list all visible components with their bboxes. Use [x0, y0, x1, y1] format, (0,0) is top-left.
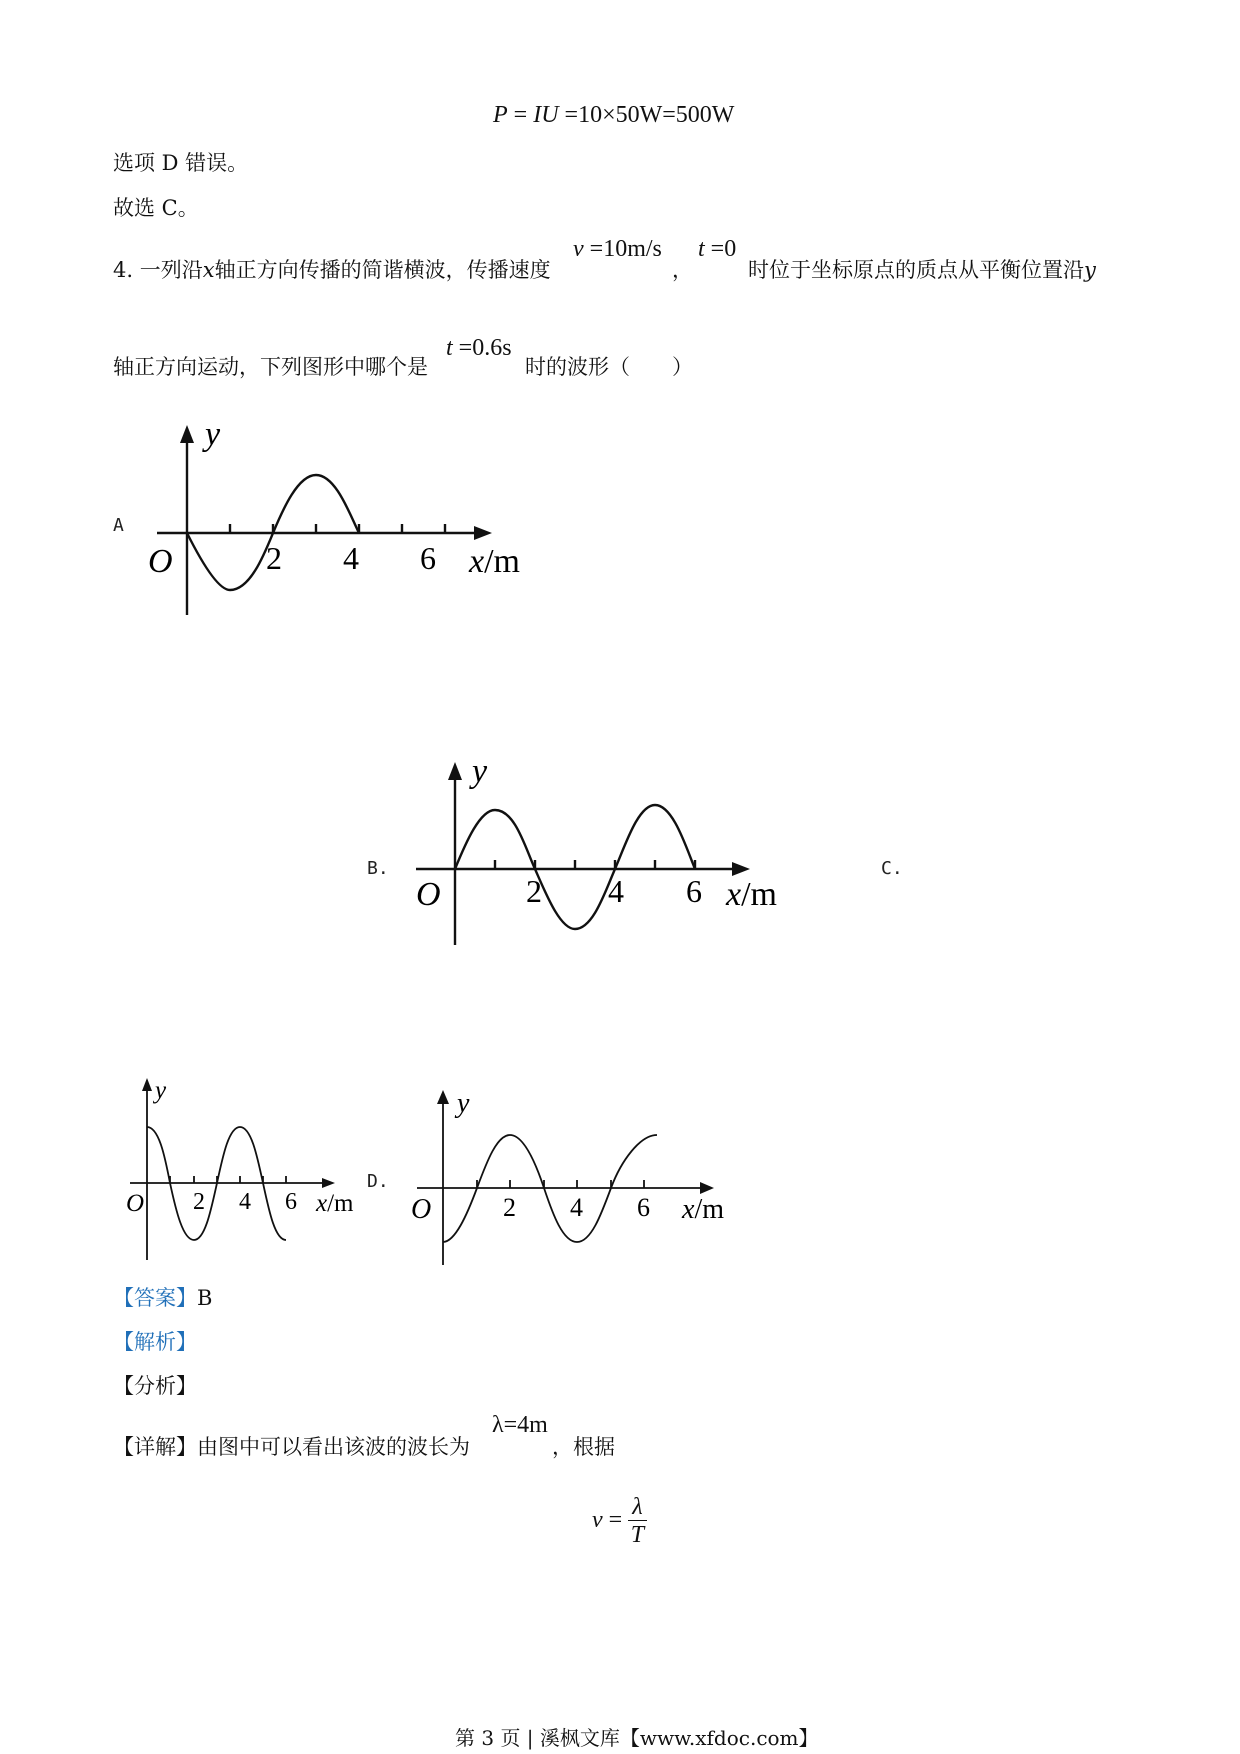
option-c-label: C.: [881, 858, 903, 879]
time-zero-formula: [698, 236, 736, 263]
graph-a: [140, 415, 540, 620]
graph-d: [405, 1085, 745, 1270]
graph-c: [115, 1075, 365, 1265]
tick-label-6: 6: [637, 1193, 650, 1222]
answer-tag: 【答案】: [113, 1286, 197, 1310]
x-var: x: [469, 543, 485, 580]
y-arrow: [180, 425, 194, 443]
x-arrow: [732, 862, 750, 876]
tick-label-2: 2: [266, 540, 282, 576]
question-number: 4.: [113, 258, 134, 282]
ticks: [170, 1176, 286, 1183]
y-arrow: [448, 762, 462, 780]
symbol-t: t: [698, 236, 705, 262]
origin-label: O: [416, 876, 441, 913]
time-zero-value: =0: [704, 236, 737, 262]
fraction-numerator: λ: [628, 1494, 646, 1521]
y-label: y: [155, 1077, 167, 1104]
origin-label: O: [126, 1190, 145, 1217]
y-label: y: [457, 1088, 470, 1119]
origin-label: O: [411, 1194, 432, 1225]
question-text-1: 一列沿: [139, 258, 203, 282]
symbol-x: x: [202, 258, 215, 282]
question-comma: ，: [672, 258, 693, 282]
symbol-iu: IU: [533, 102, 559, 128]
x-unit: /m: [327, 1190, 354, 1217]
graph-b: [400, 752, 800, 952]
detail-text: 由图中可以看出该波的波长为: [197, 1435, 470, 1459]
option-d-label: D.: [367, 1171, 389, 1192]
x-var: x: [682, 1194, 695, 1225]
ticks: [495, 860, 695, 869]
x-var: x: [316, 1190, 328, 1217]
detail-after: ，根据: [552, 1435, 615, 1459]
question-text-3: [748, 256, 1096, 284]
x-axis-label: [315, 1190, 354, 1217]
origin-label: O: [148, 543, 173, 580]
equals: =: [507, 102, 534, 128]
question-line-1: [113, 256, 551, 284]
x-unit: /m: [694, 1194, 724, 1225]
formula-eq: =: [602, 1507, 623, 1534]
x-axis-label: [468, 543, 520, 580]
x-unit: /m: [484, 543, 520, 580]
y-label: y: [472, 753, 488, 790]
tick-label-6: 6: [285, 1189, 297, 1215]
option-a-label: A: [113, 515, 124, 536]
breakdown-tag: 【分析】: [113, 1374, 197, 1398]
page-footer: 第 3 页 | 溪枫文库【www.xfdoc.com】: [455, 1726, 819, 1750]
speed-formula: [573, 236, 662, 263]
x-arrow: [474, 526, 492, 540]
detail-line: [113, 1433, 470, 1461]
y-label: y: [205, 416, 221, 453]
x-axis-label: [725, 876, 777, 913]
answer-value: B: [197, 1286, 213, 1310]
symbol-v: v: [573, 236, 584, 262]
x-arrow: [322, 1178, 335, 1188]
line-choose-c: 故选 C。: [113, 196, 199, 220]
tick-label-4: 4: [239, 1189, 251, 1215]
y-arrow: [437, 1090, 449, 1104]
speed-value: =10m/s: [583, 236, 662, 262]
fraction-denominator: T: [630, 1522, 645, 1548]
question-text-2: 轴正方向传播的简谐横波，传播速度: [214, 258, 551, 282]
ticks: [230, 524, 445, 533]
x-arrow: [700, 1182, 714, 1194]
x-unit: /m: [741, 876, 777, 913]
x-var: x: [726, 876, 742, 913]
tick-label-2: 2: [193, 1189, 205, 1215]
tick-label-2: 2: [503, 1193, 516, 1222]
question-text-3-span: 时位于坐标原点的质点从平衡位置沿: [748, 258, 1084, 282]
symbol-p: P: [493, 102, 508, 128]
tick-label-4: 4: [608, 873, 624, 909]
power-formula: [493, 102, 734, 129]
wavelength-formula: λ=4m: [492, 1412, 548, 1438]
analysis-tag: 【解析】: [113, 1330, 197, 1354]
option-b-label: B.: [367, 858, 389, 879]
tick-label-6: 6: [420, 540, 436, 576]
detail-tag: 【详解】: [113, 1435, 197, 1459]
ticks: [477, 1180, 644, 1188]
x-axis-label: [681, 1194, 724, 1225]
formula-v: v: [592, 1507, 603, 1534]
question-text-5: 时的波形（ ）: [525, 355, 693, 379]
velocity-formula: [592, 1494, 647, 1549]
line-d-wrong: 选项 D 错误。: [113, 151, 249, 175]
tick-label-2: 2: [526, 873, 542, 909]
time-formula: [446, 335, 512, 362]
question-text-4: 轴正方向运动，下列图形中哪个是: [113, 355, 428, 379]
symbol-t2: t: [446, 335, 453, 361]
tick-label-4: 4: [343, 540, 359, 576]
tick-label-4: 4: [570, 1193, 583, 1222]
y-arrow: [142, 1078, 152, 1091]
symbol-y: y: [1084, 258, 1096, 282]
answer-line: [113, 1284, 212, 1312]
fraction: [628, 1494, 646, 1549]
tick-label-6: 6: [686, 873, 702, 909]
power-value: =10×50W=500W: [558, 102, 735, 128]
time-value: =0.6s: [452, 335, 512, 361]
